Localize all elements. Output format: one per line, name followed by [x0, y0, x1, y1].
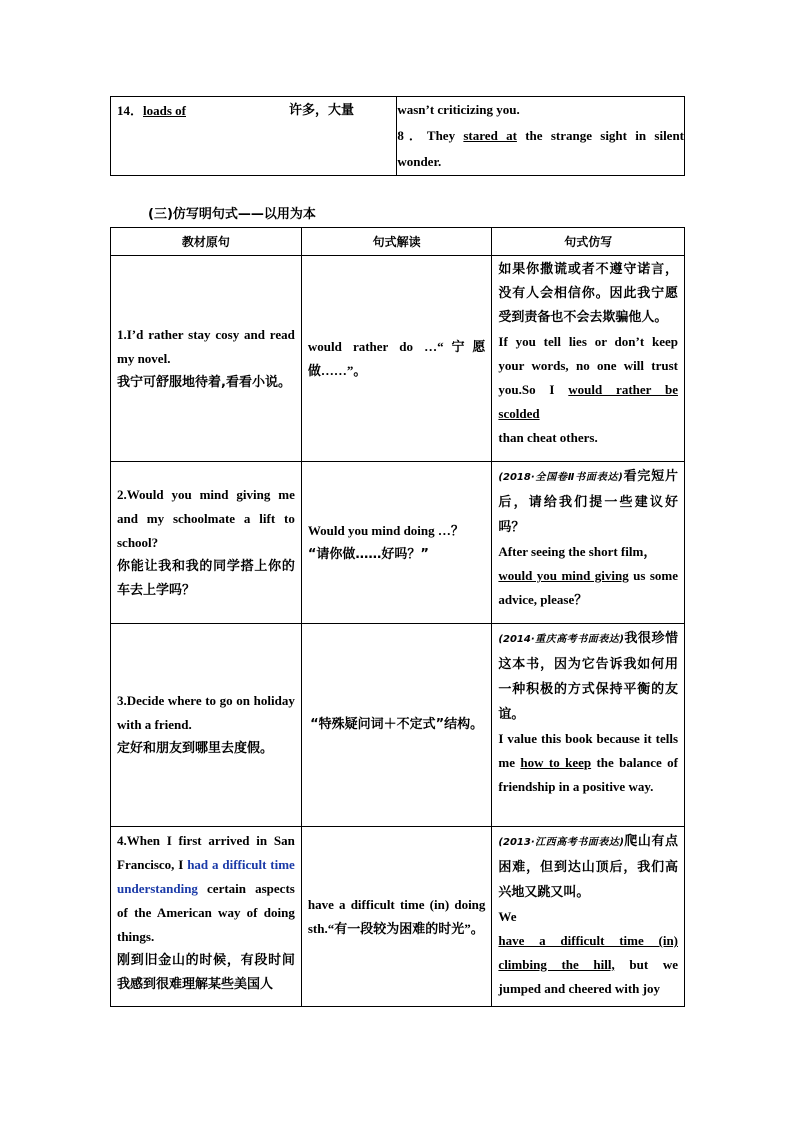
vocab-phrase: loads of: [143, 103, 186, 118]
original-cell: 3.Decide where to go on holiday with a friend. 定好和朋友到哪里去度假。: [111, 624, 302, 827]
explain-cell: would rather do …“宁愿做……”。: [301, 256, 492, 462]
vocab-example: 8．They stared at the strange sight in silent wonder.: [397, 128, 685, 169]
explain-cell: Would you mind doing …？ “请你做……好吗？”: [301, 462, 492, 624]
original-cell: 1.I’d rather stay cosy and read my novel. 我宁可舒服地待着,看看小说。: [111, 256, 302, 462]
imitate-cell: (2014·重庆高考书面表达)我很珍惜这本书，因为它告诉我如何用一种积极的方式保持平衡的友谊。 I value this book because it tells me how to keep the balance of friendship in a positive way.: [492, 624, 685, 827]
section-heading: (三)仿写明句式——以用为本: [148, 207, 316, 222]
imitate-cell: (2013·江西高考书面表达)爬山有点困难，但到达山顶后，我们高兴地又跳又叫。 We have a difficult time (in) climbing the hill, but we jumped and cheered with joy: [492, 827, 685, 1007]
table-row: [111, 827, 685, 1007]
imitate-answer: would you mind giving: [498, 568, 629, 583]
sentence-table: [110, 227, 685, 1007]
header-explain: 句式解读: [301, 228, 492, 256]
imitate-cell: 如果你撒谎或者不遵守诺言，没有人会相信你。因此我宁愿受到责备也不会去欺骗他人。 If you tell lies or don’t keep your words, no one will trust you.So I would rather be scolded than cheat others.: [492, 256, 685, 462]
imitate-cell: (2018·全国卷Ⅱ书面表达)看完短片后，请给我们提一些建议好吗？ After seeing the short film， would you mind giving us some advice, please？: [492, 462, 685, 624]
vocab-right-line: wasn’t criticizing you.: [397, 102, 520, 117]
header-imitate: 句式仿写: [492, 228, 685, 256]
vocab-item: 14．loads of: [117, 103, 186, 118]
vocab-meaning: 许多，大量: [289, 103, 355, 118]
vocab-table: [110, 96, 685, 176]
source-tag: (2013·江西高考书面表达): [498, 837, 624, 848]
imitate-answer: have a difficult time (in) climbing the hill,: [498, 933, 678, 972]
table-row: [111, 462, 685, 624]
source-tag: (2014·重庆高考书面表达): [498, 634, 624, 645]
table-header-row: [111, 228, 685, 256]
imitate-answer: how to keep: [520, 755, 592, 770]
vocab-right-cell: [397, 97, 685, 176]
vocab-left-cell: [111, 97, 397, 176]
table-row: [111, 624, 685, 827]
header-original: 教材原句: [111, 228, 302, 256]
explain-cell: “特殊疑问词＋不定式”结构。: [301, 624, 492, 827]
original-cell: 4.When I first arrived in San Francisco, I had a difficult time understanding certain aspects of the American way of doing things. 刚到旧金山的时候，有段时间我感到很难理解某些美国人: [111, 827, 302, 1007]
vocab-example-phrase: stared at: [463, 128, 517, 143]
imitate-answer: would rather be scolded: [498, 382, 678, 421]
original-cell: 2.Would you mind giving me and my schoolmate a lift to school? 你能让我和我的同学搭上你的车去上学吗？: [111, 462, 302, 624]
source-tag: (2018·全国卷Ⅱ书面表达): [498, 472, 623, 483]
explain-cell: have a difficult time (in) doing sth.“有一段较为困难的时光”。: [301, 827, 492, 1007]
highlight-phrase: had a difficult time understanding: [117, 857, 295, 896]
table-row: [111, 256, 685, 462]
